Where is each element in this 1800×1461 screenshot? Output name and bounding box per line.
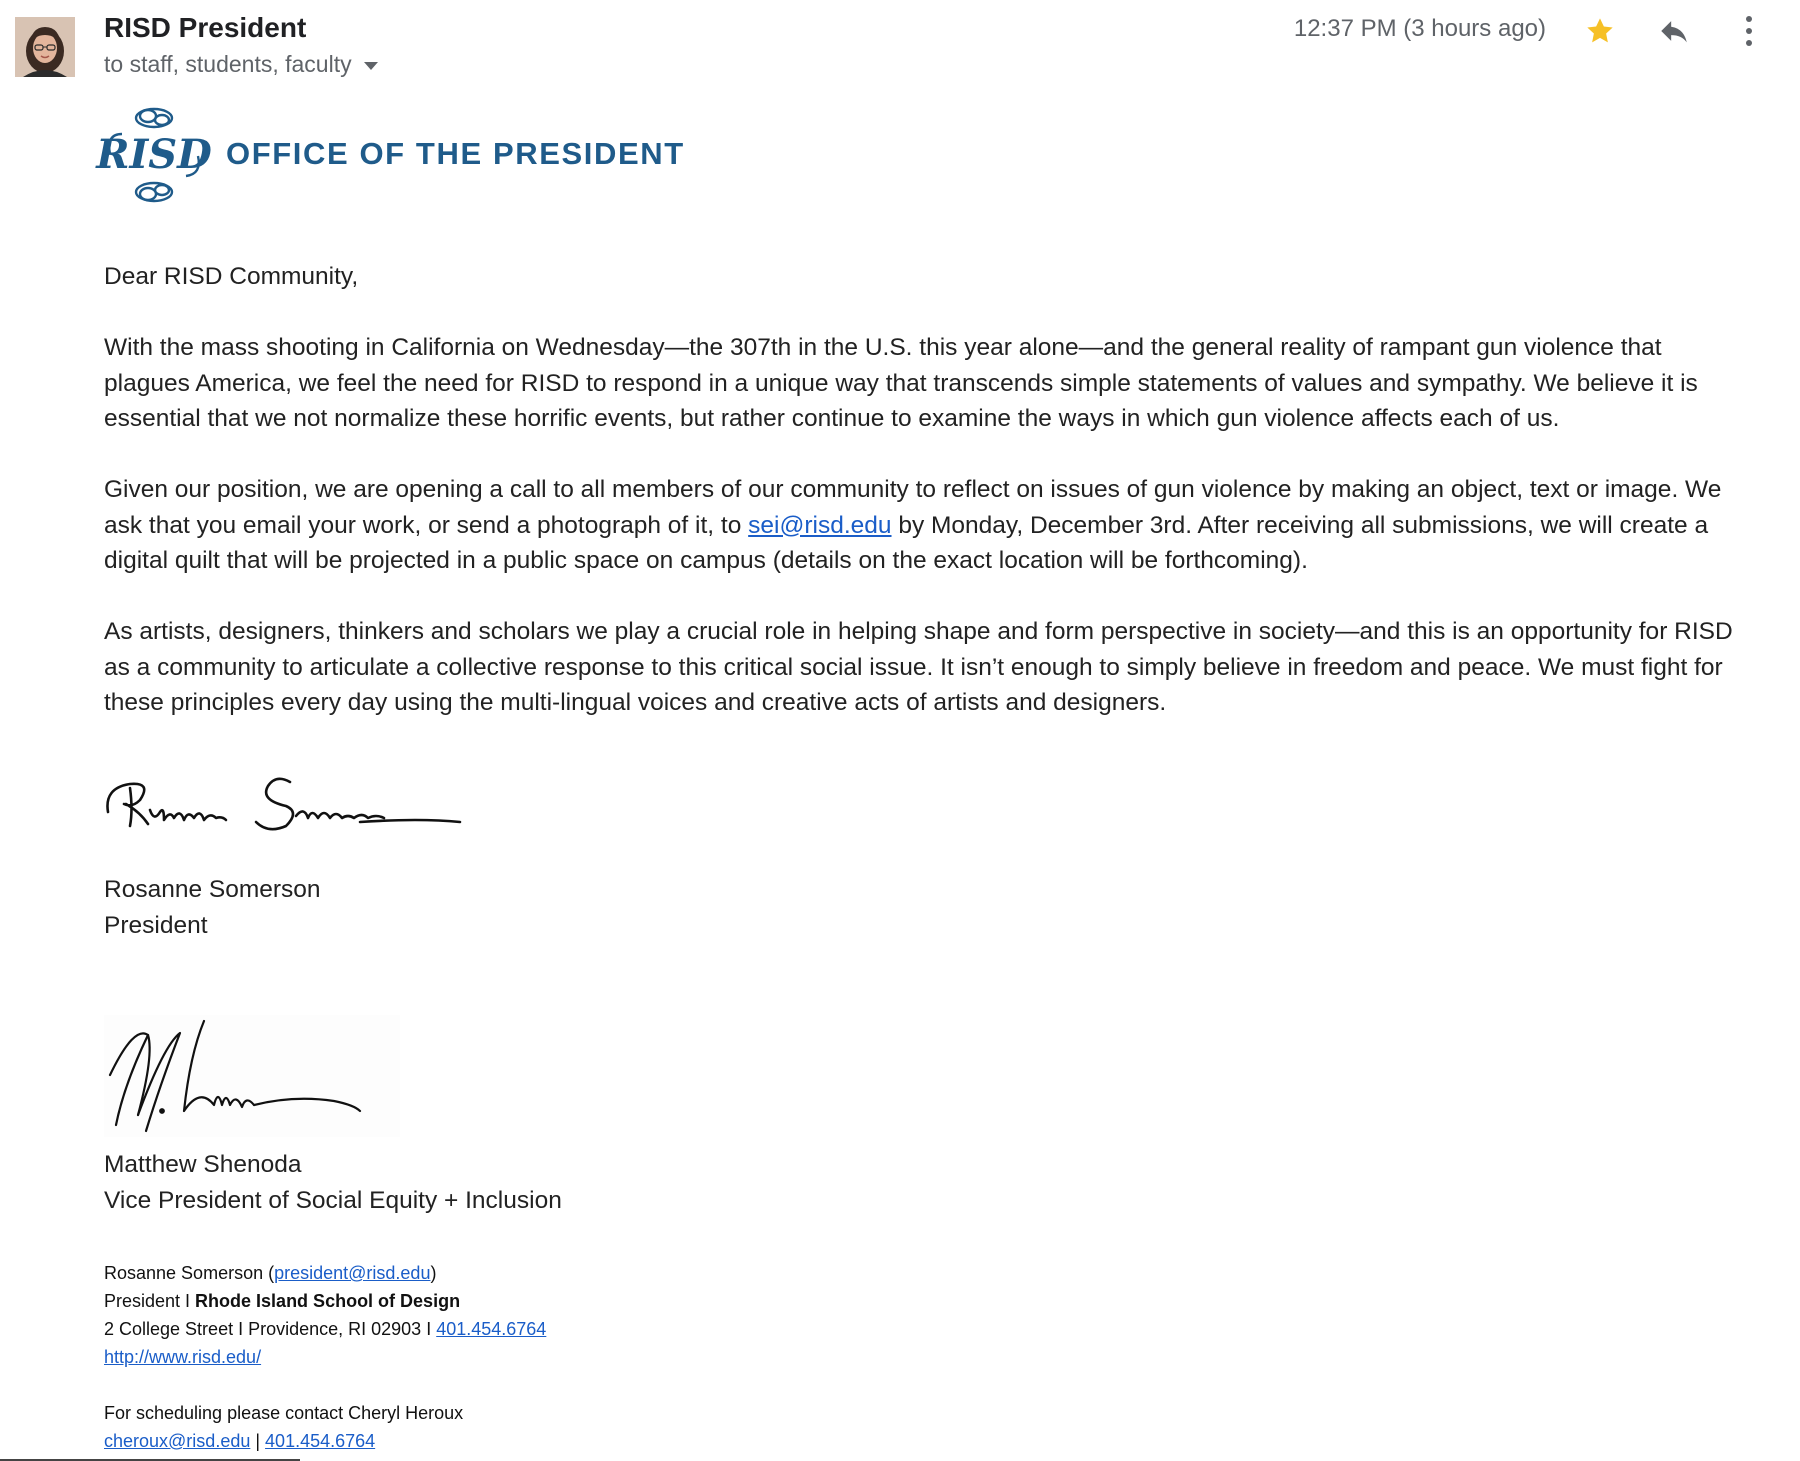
contact-line (104, 1259, 546, 1287)
recipients-label: to staff, students, faculty (104, 51, 352, 77)
office-title: OFFICE OF THE PRESIDENT (226, 136, 685, 171)
recipients-toggle[interactable] (104, 51, 378, 78)
email-signature-block (104, 1259, 546, 1455)
institution-name: Rhode Island School of Design (195, 1291, 461, 1311)
message-timestamp: 12:37 PM (3 hours ago) (1293, 15, 1546, 42)
footer-spacer (104, 1371, 546, 1399)
scheduling-email-link[interactable]: cheroux@risd.edu (104, 1431, 251, 1451)
sender-name[interactable]: RISD President (104, 12, 307, 43)
signer-1-name: Rosanne Somerson (104, 876, 321, 903)
scheduling-contact-line (104, 1427, 546, 1455)
role-line (104, 1287, 546, 1315)
address-text: 2 College Street I Providence, RI 02903 I (104, 1319, 437, 1339)
website-line (104, 1343, 546, 1371)
role-prefix: President I (104, 1291, 196, 1311)
phone-link[interactable]: 401.454.6764 (436, 1319, 547, 1339)
letterhead (96, 104, 685, 204)
chevron-down-icon[interactable] (364, 62, 378, 70)
reply-icon[interactable] (1654, 11, 1694, 51)
salutation: Dear RISD Community, (104, 263, 359, 290)
signer-1-title: President (104, 912, 208, 939)
scheduling-phone-link[interactable]: 401.454.6764 (265, 1431, 376, 1451)
sei-email-link[interactable]: sei@risd.edu (748, 511, 892, 539)
paragraph-2-text-before: Given our position, we are opening a call to all members of our community to reflect on issues of gun violence by making an object, text or image. We ask that you email your work, or send a photograph of it, to (104, 476, 1722, 539)
signature-matthew-shenoda (104, 1015, 400, 1137)
contact-name: Rosanne Somerson ( (104, 1263, 275, 1283)
more-vert-icon[interactable] (1729, 11, 1769, 51)
contact-separator: | (250, 1431, 266, 1451)
risd-logo (96, 104, 212, 204)
signature-rosanne-somerson (100, 760, 470, 840)
sender-avatar[interactable] (15, 17, 75, 77)
svg-text:RISD: RISD (96, 131, 212, 178)
signer-2-name: Matthew Shenoda (104, 1151, 302, 1178)
paragraph-3: As artists, designers, thinkers and scholars we play a crucial role in helping shape and form perspective in society—and this is an opportunity for RISD as a community to articulate a collective response to this critical social issue. It isn’t enough to simply believe in freedom and peace. We must fight for these principles every day using the multi-lingual voices and creative acts of artists and designers. (104, 618, 1733, 716)
avatar-photo (15, 17, 75, 77)
paragraph-2 (104, 472, 1754, 579)
address-line (104, 1315, 546, 1343)
star-icon[interactable] (1580, 11, 1620, 51)
paragraph-2-text-after: by Monday, December 3rd. After receiving all submissions, we will create a digital quilt that will be projected in a public space on campus (details on the exact location will be forthcoming). (104, 511, 1709, 574)
contact-close-paren: ) (430, 1263, 437, 1283)
president-email-link[interactable]: president@risd.edu (274, 1263, 431, 1283)
signer-2-title: Vice President of Social Equity + Inclusion (104, 1187, 562, 1214)
website-link[interactable]: http://www.risd.edu/ (104, 1347, 262, 1367)
scheduling-line: For scheduling please contact Cheryl Heroux (104, 1403, 464, 1423)
paragraph-1: With the mass shooting in California on Wednesday—the 307th in the U.S. this year alone—and the general reality of rampant gun violence that plagues America, we feel the need for RISD to respond in a unique way that transcends simple statements of values and sympathy. We believe it is essential that we not normalize these horrific events, but rather continue to examine the ways in which gun violence affects each of us. (104, 334, 1698, 432)
